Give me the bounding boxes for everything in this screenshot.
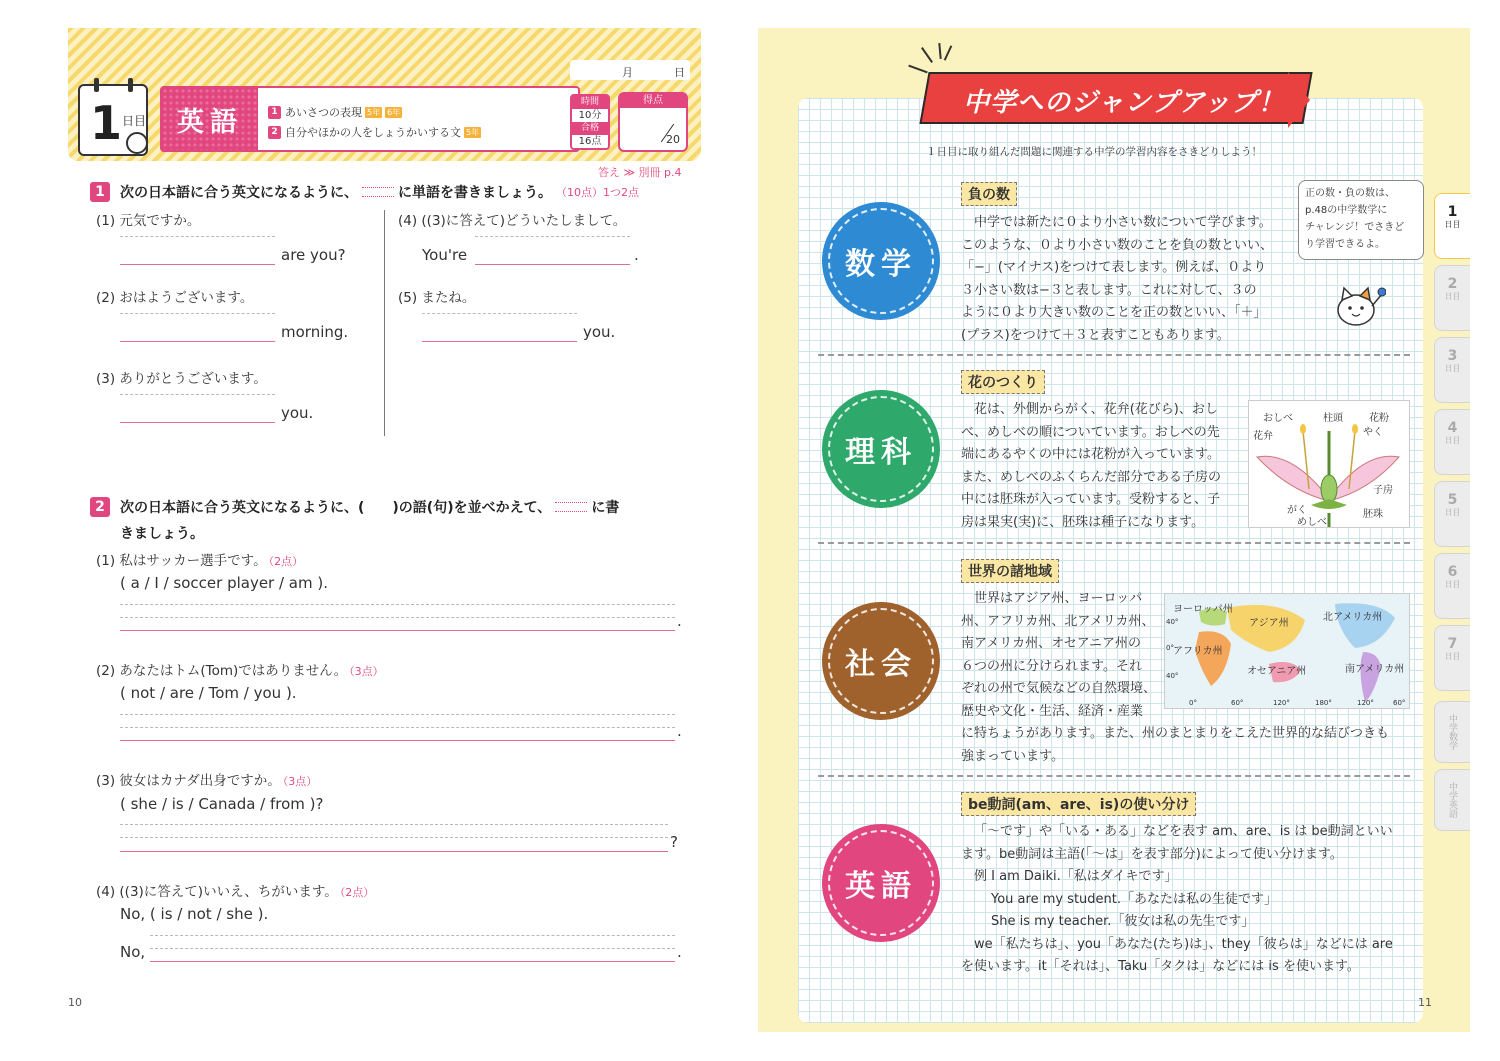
topic-2: 2 自分やほかの人をしょうかいする文 5年 bbox=[268, 124, 481, 140]
q1-item-5-suffix: you. bbox=[583, 323, 616, 341]
question-1-heading: 1 次の日本語に合う英文になるように、 に単語を書きましょう。 （10点）1つ2点 bbox=[90, 182, 639, 202]
tab-day-7[interactable]: 7 日目 bbox=[1434, 625, 1470, 691]
clock-icon bbox=[126, 132, 148, 154]
answer-blank[interactable] bbox=[475, 264, 630, 265]
q1-item-3-suffix: you. bbox=[281, 404, 314, 422]
tab-day-5[interactable]: 5 日目 bbox=[1434, 481, 1470, 547]
tab-day-6[interactable]: 6 日目 bbox=[1434, 553, 1470, 619]
q2-item-2-label: (2) あなたはトム(Tom)ではありません。 （3点） bbox=[96, 663, 384, 679]
answer-blank[interactable] bbox=[120, 422, 275, 423]
end-punct: ? bbox=[670, 833, 678, 851]
grade-badge: 5年 bbox=[466, 127, 480, 137]
social-body: 世界はアジア州、ヨーロッパ 州、アフリカ州、北アメリカ州、 南アメリカ州、オセアニア州の ６つの州に分けられます。それ ぞれの州で気候などの自然環境、 歴史や文化・生活、経済・産業 に特ちょうがあります。また、州のまとまりをこえた世界的な結びつきも 強まっています。 bbox=[961, 591, 1389, 764]
subject-label: 英語 bbox=[162, 88, 258, 150]
tab-day-3[interactable]: 3 日目 bbox=[1434, 337, 1470, 403]
column-divider bbox=[384, 210, 385, 436]
section-title-science: 花のつくり bbox=[961, 370, 1045, 394]
math-subject-circle: 数学 bbox=[822, 202, 940, 320]
answer-reference: 答え ≫ 別冊 p.4 bbox=[598, 166, 682, 179]
answer-line[interactable] bbox=[120, 851, 668, 852]
banner-title: 中学へのジャンプアップ！ bbox=[963, 88, 1285, 118]
answer-line[interactable] bbox=[120, 740, 675, 741]
page-number-left: 10 bbox=[68, 996, 82, 1009]
day-unit: 日目 bbox=[122, 114, 147, 128]
tab-junior-math[interactable]: 中学数学 bbox=[1434, 701, 1470, 763]
answer-blank[interactable] bbox=[422, 341, 577, 342]
end-punct: . bbox=[677, 943, 682, 961]
topic-1: 1 あいさつの表現 5年 6年 bbox=[268, 104, 402, 120]
tab-day-2[interactable]: 2 日目 bbox=[1434, 265, 1470, 331]
q1-item-1-suffix: are you? bbox=[281, 246, 346, 264]
section-divider bbox=[818, 775, 1410, 777]
q1-item-2-label: (2) おはようございます。 bbox=[96, 290, 254, 306]
section-title-english: be動詞(am、are、is)の使い分け bbox=[961, 792, 1196, 816]
section-title-social: 世界の諸地域 bbox=[961, 559, 1059, 583]
english-body: 「〜です」や「いる・ある」などを表す am、are、is は be動詞といい ます。be動詞は主語(「〜は」を表す部分)によって使い分けます。 例 I am Daiki.「私はダイキです」 You are my student.「あなたは私の生徒です」 She is my teacher.「彼女は私の先生です」 we「私たちは」、you「あなた(たち)は」、they「彼らは」などには are を使います。it「それは」、Taku「タクは」などには is を使います。 bbox=[961, 824, 1393, 974]
score-box[interactable]: 得点 20 bbox=[618, 92, 688, 152]
science-body: 花は、外側からがく、花弁(花びら)、おし べ、めしべの順についています。おしべの先 端にあるやくの中には花粉が入っています。 また、めしべのふくらんだ部分である子房の 中には胚珠が入っています。受粉すると、子 房は果実(実)に、胚珠は種子になります。 bbox=[961, 402, 1222, 530]
q1-item-5-label: (5) またね。 bbox=[398, 290, 476, 306]
q1-item-4-label: (4) ((3)に答えて)どういたしまして。 bbox=[398, 213, 627, 229]
end-punct: . bbox=[677, 612, 682, 630]
math-body: 中学では新たに０より小さい数について学びます。 このような、０より小さい数のことを負の数といい、 「−」(マイナス)をつけて表します。例えば、０より ３小さい数は−３と表します。これに対して、３の ように０より大きい数のことを正の数といい、「＋」 (プラス)をつけて＋３と表すこともあります。 bbox=[961, 215, 1274, 343]
intro-text: １日目に取り組んだ問題に関連する中学の学習内容をさきどりしよう！ bbox=[926, 146, 1262, 158]
subject-panel bbox=[160, 86, 580, 152]
q1-item-2-suffix: morning. bbox=[281, 323, 349, 341]
social-subject-circle: 社会 bbox=[822, 602, 940, 720]
q1-item-3-label: (3) ありがとうございます。 bbox=[96, 371, 267, 387]
q2-item-4-prefix: No, bbox=[120, 943, 146, 961]
day-number: 1 bbox=[90, 96, 123, 150]
question-2-heading-cont: きましょう。 bbox=[120, 526, 204, 542]
q1-item-4-prefix: You're bbox=[422, 246, 468, 264]
tab-day-4[interactable]: 4 日目 bbox=[1434, 409, 1470, 475]
end-punct: . bbox=[677, 722, 682, 740]
answer-line[interactable] bbox=[150, 961, 675, 962]
english-subject-circle: 英語 bbox=[822, 824, 940, 942]
world-map: ヨーロッパ州 アジア州 北アメリカ州 アフリカ州 オセアニア州 南アメリカ州 40° 0° 40° 0° 60° 120° 180° 120° 60° bbox=[1164, 593, 1410, 709]
date-field[interactable] bbox=[570, 60, 690, 80]
right-page bbox=[758, 28, 1470, 1032]
flower-diagram: おしべ 柱頭 花粉 やく 花弁 子房 がく めしべ 胚珠 bbox=[1248, 400, 1410, 528]
q2-item-3-words: ( she / is / Canada / from )? bbox=[120, 795, 324, 813]
answer-blank[interactable] bbox=[120, 341, 275, 342]
calendar-icon bbox=[78, 84, 148, 156]
science-subject-circle: 理科 bbox=[822, 390, 940, 508]
q1-item-1-label: (1) 元気ですか。 bbox=[96, 213, 201, 229]
month-label: 月 bbox=[622, 66, 633, 79]
grade-badge: 6年 bbox=[387, 107, 401, 117]
day-label: 日 bbox=[674, 66, 685, 79]
tab-junior-english[interactable]: 中学英語 bbox=[1434, 769, 1470, 831]
section-divider bbox=[818, 354, 1410, 356]
score-total: 20 bbox=[666, 133, 680, 146]
answer-line[interactable] bbox=[120, 630, 675, 631]
q2-item-3-label: (3) 彼女はカナダ出身ですか。 （3点） bbox=[96, 773, 318, 789]
page-number-right: 11 bbox=[1418, 996, 1432, 1009]
grade-badge: 5年 bbox=[367, 107, 381, 117]
q2-item-4-words: No, ( is / not / she ). bbox=[120, 905, 269, 923]
q2-item-4-label: (4) ((3)に答えて)いいえ、ちがいます。 （2点） bbox=[96, 884, 375, 900]
q2-item-1-words: ( a / I / soccer player / am ). bbox=[120, 574, 329, 592]
speech-bubble: 正の数・負の数は、 p.48の中学数学に チャレンジ！でさきど り学習できるよ。 bbox=[1298, 180, 1424, 260]
section-divider bbox=[818, 542, 1410, 544]
answer-blank[interactable] bbox=[120, 264, 275, 265]
tab-day-1[interactable]: 1 日目 bbox=[1434, 193, 1470, 259]
cat-mascot-icon bbox=[1330, 276, 1386, 332]
lesson-header bbox=[78, 84, 695, 156]
section-title-math: 負の数 bbox=[961, 182, 1017, 206]
q1-item-4-suffix: . bbox=[634, 246, 639, 264]
q2-item-2-words: ( not / are / Tom / you ). bbox=[120, 684, 297, 702]
question-2-heading: 2 次の日本語に合う英文になるように、( )の語(句)を並べかえて、 に書 bbox=[90, 497, 619, 517]
time-pass-box: 時間 10分 合格 16点 bbox=[570, 94, 610, 150]
q2-item-1-label: (1) 私はサッカー選手です。 （2点） bbox=[96, 553, 304, 569]
